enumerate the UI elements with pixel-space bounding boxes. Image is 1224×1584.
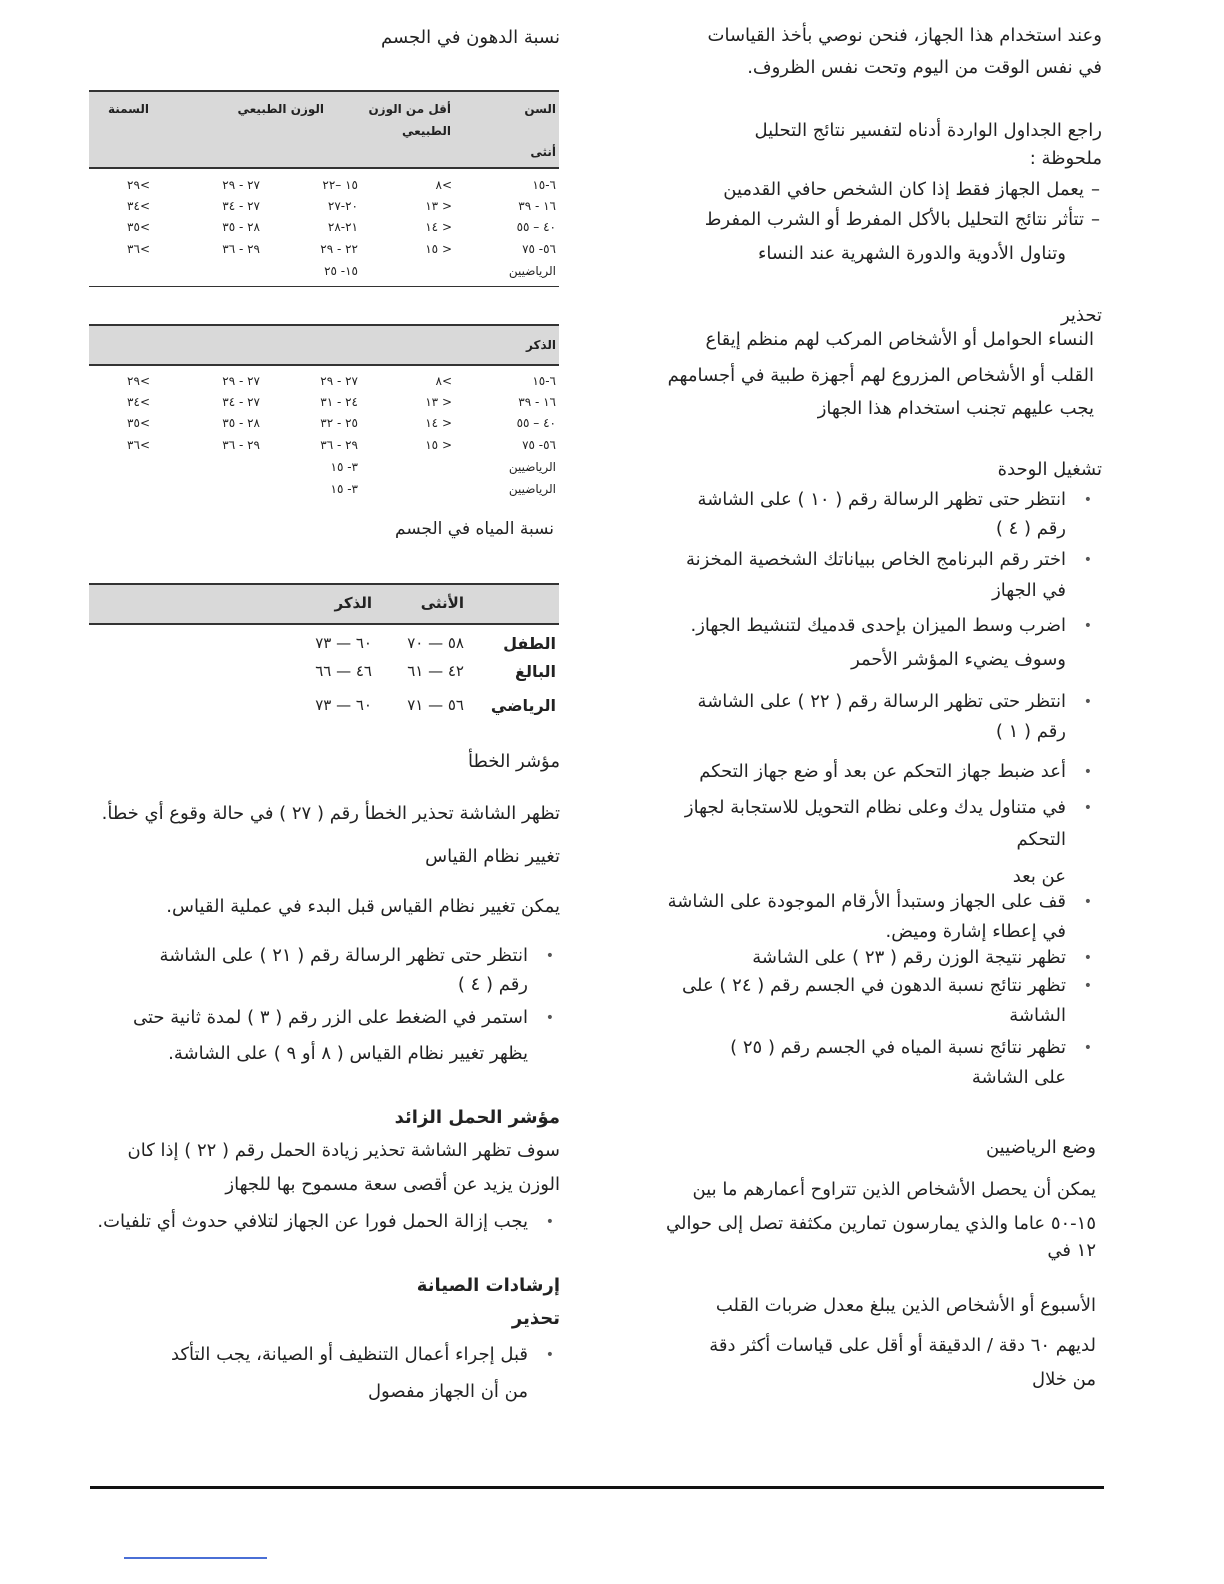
athletes-line-6: من خلال bbox=[1031, 1369, 1096, 1390]
op-step-2: • اختر رقم البرنامج الخاص ببياناتك الشخصية المخزنة bbox=[686, 546, 1066, 574]
op-step-7-cont: في إعطاء إشارة وميض. bbox=[885, 921, 1066, 942]
cell-obese: >٣٤ bbox=[127, 199, 150, 213]
op-step-8: • تظهر نتيجة الوزن رقم ( ٢٣ ) على الشاشة bbox=[752, 944, 1066, 972]
cell-age: ٥٦- ٧٥ bbox=[522, 242, 556, 256]
unit-step-2: • استمر في الضغط على الزر رقم ( ٣ ) لمدة ثانية حتى bbox=[133, 1004, 528, 1032]
op-step-10: • تظهر نتائج نسبة المياه في الجسم رقم ( ٢٥ ) bbox=[730, 1034, 1066, 1062]
cell-range: ٢١-٢٨ bbox=[327, 220, 358, 234]
op-step-2-cont: في الجهاز bbox=[992, 580, 1066, 601]
fat-table-divider bbox=[89, 286, 559, 287]
note-item-2: – تتأثر نتائج التحليل بالأكل المفرط أو الشرب المفرط bbox=[705, 206, 1084, 234]
cell-range: ١٥ –٢٢ bbox=[322, 178, 358, 192]
maintenance-warning: تحذير bbox=[511, 1308, 560, 1329]
cell-age: ٤٠ – ٥٥ bbox=[516, 220, 556, 234]
fat-male-label: الذكر bbox=[526, 338, 556, 352]
error-title: مؤشر الخطأ bbox=[467, 751, 560, 772]
fat-female-athletes-label: الرياضيين bbox=[508, 264, 556, 278]
cell-range: ٢٠-٢٧ bbox=[327, 199, 358, 213]
cell-obese: >٣٥ bbox=[127, 416, 150, 430]
water-cell-group: الطفل bbox=[503, 634, 556, 653]
op-step-4: • انتظر حتى تظهر الرسالة رقم ( ٢٢ ) على الشاشة bbox=[698, 688, 1066, 716]
cell-normal: ٢٧ - ٣٤ bbox=[222, 395, 260, 409]
op-step-7: • قف على الجهاز وستبدأ الأرقام الموجودة على الشاشة bbox=[668, 888, 1066, 916]
water-table-header bbox=[89, 583, 559, 625]
op-step-3-cont: وسوف يضيء المؤشر الأحمر bbox=[851, 649, 1066, 670]
cell-normal: ٢٩ - ٣٦ bbox=[222, 438, 260, 452]
water-title: نسبة المياه في الجسم bbox=[395, 519, 554, 539]
fat-male-athletes-label: الرياضيين bbox=[508, 460, 556, 474]
fat-title: نسبة الدهون في الجسم bbox=[380, 27, 560, 48]
water-header-male: الذكر bbox=[334, 594, 372, 612]
op-step-10-cont: على الشاشة bbox=[971, 1067, 1066, 1088]
cell-range: ٢٩ - ٣٦ bbox=[320, 438, 358, 452]
cell-obese: >٢٩ bbox=[127, 178, 150, 192]
water-cell-group: البالغ bbox=[515, 662, 556, 681]
cell-obese: >٣٦ bbox=[127, 438, 150, 452]
overload-line-2: الوزن يزيد عن أقصى سعة مسموح بها للجهاز bbox=[225, 1174, 560, 1195]
op-step-6: • في متناول يدك وعلى نظام التحويل للاستجابة لجهاز bbox=[685, 794, 1066, 822]
fat-header-obese: السمنة bbox=[107, 102, 149, 116]
unit-title: تغيير نظام القياس bbox=[425, 846, 560, 867]
cell-age: ١٦ - ٣٩ bbox=[518, 199, 556, 213]
fat-header-normal: الوزن الطبيعي bbox=[237, 102, 324, 116]
cell-age: ٤٠ – ٥٥ bbox=[516, 416, 556, 430]
note-label: ملحوظة : bbox=[1029, 148, 1102, 169]
cell-age: ١٦ - ٣٩ bbox=[518, 395, 556, 409]
maintenance-title: إرشادات الصيانة bbox=[416, 1275, 560, 1296]
cell-obese: >٣٥ bbox=[127, 220, 150, 234]
fat-header-under: أقل من الوزن bbox=[368, 102, 451, 116]
fat-male-athletes-label-2: الرياضيين bbox=[508, 482, 556, 496]
op-step-1: • انتظر حتى تظهر الرسالة رقم ( ١٠ ) على الشاشة bbox=[698, 486, 1066, 514]
refer-text: راجع الجداول الواردة أدناه لتفسير نتائج التحليل bbox=[754, 120, 1102, 141]
water-cell-female: ٥٦ — ٧١ bbox=[407, 696, 464, 714]
cell-range: ٢٢ - ٢٩ bbox=[320, 242, 358, 256]
water-cell-male: ٤٦ — ٦٦ bbox=[315, 662, 372, 680]
overload-title: مؤشر الحمل الزائد bbox=[394, 1107, 560, 1128]
fat-header-age: السن bbox=[524, 102, 556, 116]
male-table-header bbox=[89, 324, 559, 366]
error-text: تظهر الشاشة تحذير الخطأ رقم ( ٢٧ ) في حالة وقوع أي خطأ. bbox=[101, 803, 560, 824]
op-step-3: • اضرب وسط الميزان بإحدى قدميك لتنشيط الجهاز. bbox=[690, 612, 1066, 640]
overload-line-1: سوف تظهر الشاشة تحذير زيادة الحمل رقم ( ٢٢ ) إذا كان bbox=[127, 1140, 560, 1161]
water-cell-male: ٦٠ — ٧٣ bbox=[315, 634, 372, 652]
op-step-1-cont: رقم ( ٤ ) bbox=[995, 518, 1066, 539]
maintenance-bullet-cont: من أن الجهاز مفصول bbox=[367, 1381, 528, 1402]
cell-under: >٨ bbox=[435, 374, 452, 388]
cell-normal: ٢٧ - ٢٩ bbox=[222, 178, 260, 192]
cell-normal: ٢٨ - ٣٥ bbox=[222, 220, 260, 234]
note-item-2-cont: وتناول الأدوية والدورة الشهرية عند النساء bbox=[757, 243, 1066, 264]
athletes-line-3: ١٢ في bbox=[1047, 1240, 1096, 1261]
athletes-line-2: ١٥-٥٠ عاما والذي يمارسون تمارين مكثفة تصل إلى حوالي bbox=[666, 1213, 1096, 1234]
op-step-9-cont: الشاشة bbox=[1009, 1005, 1066, 1026]
water-cell-male: ٦٠ — ٧٣ bbox=[315, 696, 372, 714]
intro-line-1: وعند استخدام هذا الجهاز، فنحن نوصي بأخذ القياسات bbox=[707, 25, 1102, 46]
overload-bullet: • يجب إزالة الحمل فورا عن الجهاز لتلافي حدوث أي تلفيات. bbox=[97, 1208, 528, 1236]
cell-normal: ٢٧ - ٢٩ bbox=[222, 374, 260, 388]
op-step-5: • أعد ضبط جهاز التحكم عن بعد أو ضع جهاز التحكم bbox=[699, 758, 1066, 786]
cell-range: ٢٧ - ٢٩ bbox=[320, 374, 358, 388]
cell-obese: >٣٤ bbox=[127, 395, 150, 409]
warning-line-2: القلب أو الأشخاص المزروع لهم أجهزة طبية في أجسامهم bbox=[667, 365, 1094, 386]
cell-obese: >٣٦ bbox=[127, 242, 150, 256]
warning-title: تحذير bbox=[1060, 305, 1102, 326]
cell-range: ٢٤ - ٣١ bbox=[320, 395, 358, 409]
cell-under: < ١٤ bbox=[425, 220, 452, 234]
cell-under: < ١٤ bbox=[425, 416, 452, 430]
water-cell-group: الرياضي bbox=[490, 696, 556, 715]
unit-step-2-cont: يظهر تغيير نظام القياس ( ٨ أو ٩ ) على الشاشة. bbox=[168, 1043, 528, 1064]
maintenance-bullet: • قبل إجراء أعمال التنظيف أو الصيانة، يجب التأكد bbox=[171, 1341, 528, 1369]
fat-female-label: أنثى bbox=[530, 145, 556, 159]
athletes-line-1: يمكن أن يحصل الأشخاص الذين تتراوح أعمارهم ما بين bbox=[692, 1179, 1096, 1200]
op-step-6-cont2: عن بعد bbox=[1012, 866, 1066, 887]
cell-normal: ٢٨ - ٣٥ bbox=[222, 416, 260, 430]
water-header-female: الأنثى bbox=[420, 594, 464, 612]
cell-under: < ١٣ bbox=[425, 199, 452, 213]
operation-title: تشغيل الوحدة bbox=[997, 459, 1102, 480]
fat-male-athletes-value: ٣- ١٥ bbox=[330, 460, 358, 474]
op-step-6-cont: التحكم bbox=[1016, 829, 1066, 850]
unit-text: يمكن تغيير نظام القياس قبل البدء في عملية القياس. bbox=[166, 896, 560, 917]
unit-step-1: • انتظر حتى تظهر الرسالة رقم ( ٢١ ) على الشاشة bbox=[160, 942, 528, 970]
cell-range: ٢٥ - ٣٢ bbox=[320, 416, 358, 430]
op-step-4-cont: رقم ( ١ ) bbox=[995, 721, 1066, 742]
cell-under: < ١٥ bbox=[425, 242, 452, 256]
footer-blue-rule bbox=[124, 1557, 267, 1559]
cell-age: ٥٦- ٧٥ bbox=[522, 438, 556, 452]
intro-line-2: في نفس الوقت من اليوم وتحت نفس الظروف. bbox=[747, 57, 1102, 78]
cell-under: < ١٥ bbox=[425, 438, 452, 452]
cell-normal: ٢٩ - ٣٦ bbox=[222, 242, 260, 256]
fat-table-header bbox=[89, 90, 559, 169]
cell-normal: ٢٧ - ٣٤ bbox=[222, 199, 260, 213]
warning-line-1: النساء الحوامل أو الأشخاص المركب لهم منظم إيقاع bbox=[705, 329, 1094, 350]
op-step-9: • تظهر نتائج نسبة الدهون في الجسم رقم ( ٢٤ ) على bbox=[682, 972, 1066, 1000]
unit-step-1-cont: رقم ( ٤ ) bbox=[457, 974, 528, 995]
athletes-line-4: الأسبوع أو الأشخاص الذين يبلغ معدل ضربات القلب bbox=[715, 1295, 1096, 1316]
note-item-1: – يعمل الجهاز فقط إذا كان الشخص حافي القدمين bbox=[723, 176, 1084, 204]
fat-female-athletes-value: ١٥- ٢٥ bbox=[324, 264, 358, 278]
footer-rule bbox=[90, 1486, 1104, 1489]
fat-header-under-2: الطبيعي bbox=[401, 124, 451, 138]
cell-age: ٦-١٥ bbox=[532, 374, 556, 388]
cell-obese: >٢٩ bbox=[127, 374, 150, 388]
cell-under: >٨ bbox=[435, 178, 452, 192]
cell-age: ٦-١٥ bbox=[532, 178, 556, 192]
cell-under: < ١٣ bbox=[425, 395, 452, 409]
water-cell-female: ٥٨ — ٧٠ bbox=[407, 634, 464, 652]
athletes-title: وضع الرياضيين bbox=[985, 1137, 1096, 1158]
water-cell-female: ٤٢ — ٦١ bbox=[407, 662, 464, 680]
athletes-line-5: لديهم ٦٠ دقة / الدقيقة أو أقل على قياسات أكثر دقة bbox=[709, 1335, 1096, 1356]
fat-male-athletes-value-2: ٣- ١٥ bbox=[330, 482, 358, 496]
warning-line-3: يجب عليهم تجنب استخدام هذا الجهاز bbox=[817, 398, 1094, 419]
